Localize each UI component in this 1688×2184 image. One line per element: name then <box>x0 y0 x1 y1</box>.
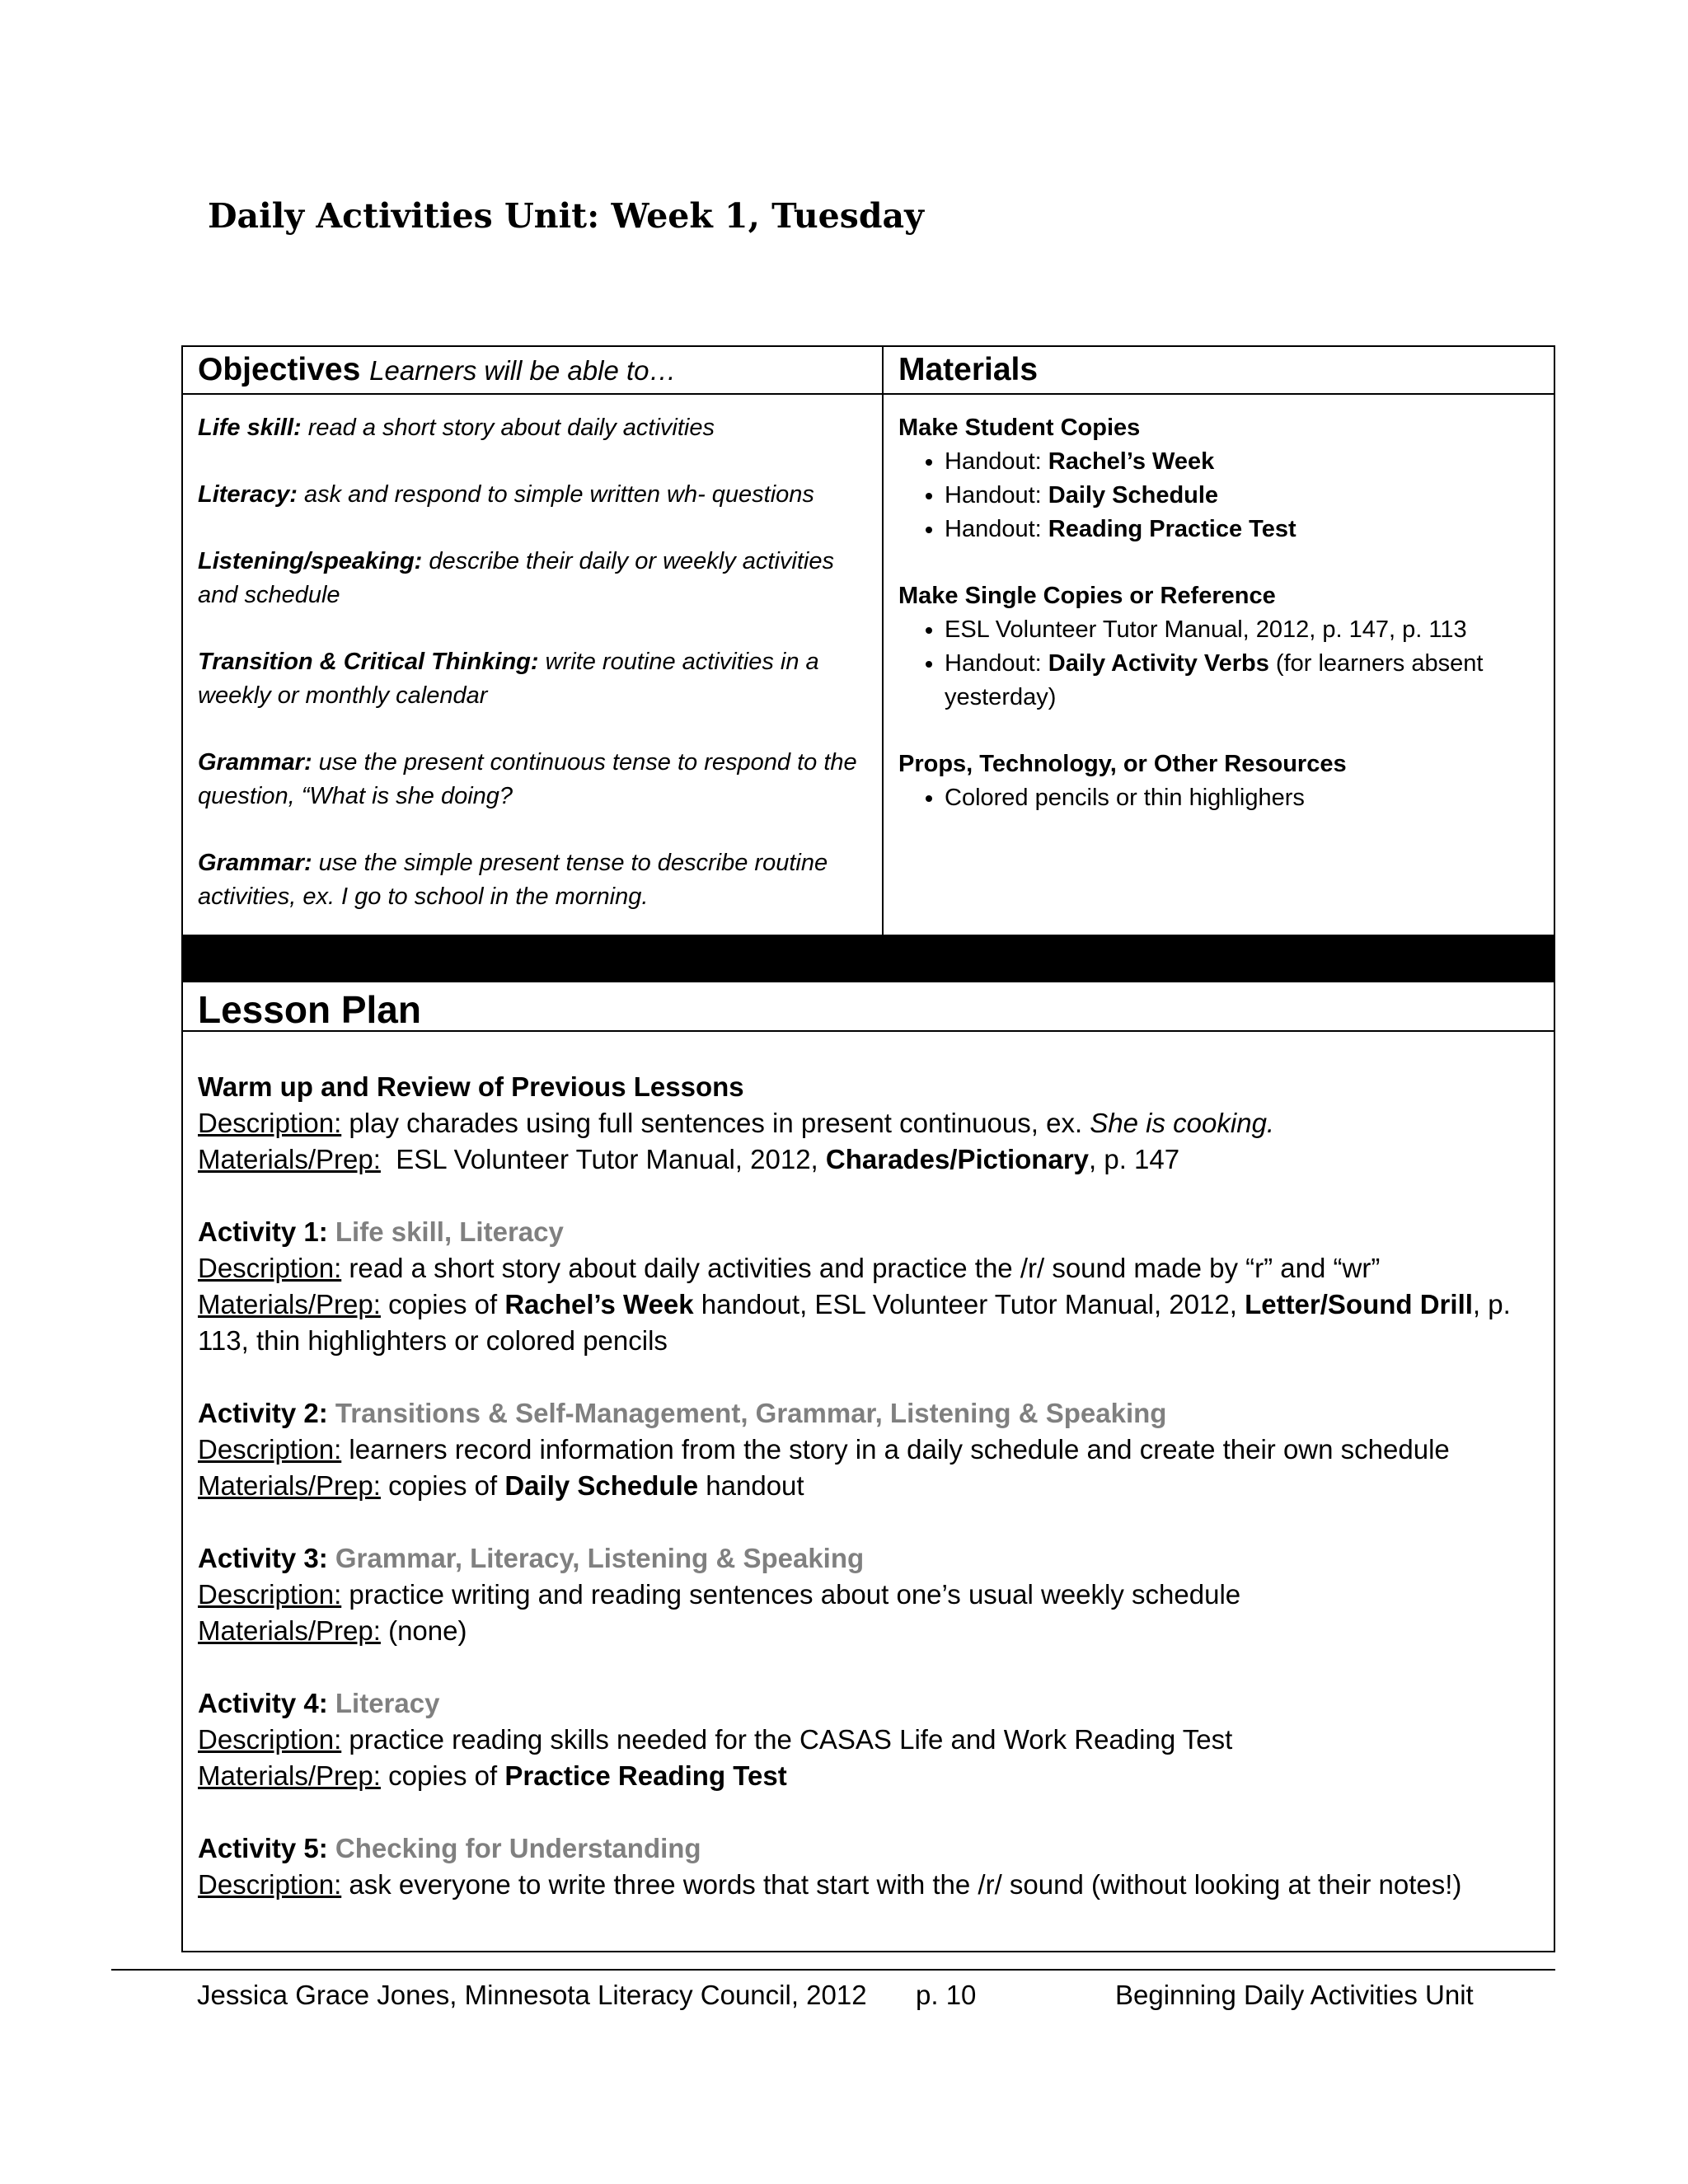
warmup-heading: Warm up and Review of Previous Lessons <box>198 1071 744 1102</box>
objectives-title: Objectives <box>198 352 361 387</box>
list-item: • ESL Volunteer Tutor Manual, 2012, p. 147, p. 113 <box>945 613 1537 647</box>
footer-divider <box>111 1969 1555 1971</box>
materials-header: Materials <box>884 347 1554 395</box>
objective-item: Grammar: use the simple present tense to describe routine activities, ex. I go to school in the morning. <box>198 850 828 910</box>
footer-unit: Beginning Daily Activities Unit <box>1115 1980 1474 2010</box>
objective-item: Literacy: ask and respond to simple written wh- questions <box>198 481 814 508</box>
activity-3-heading: Activity 3: Grammar, Literacy, Listening & Speaking <box>198 1543 865 1573</box>
activity-2-materials: Materials/Prep: copies of Daily Schedule handout <box>198 1470 804 1501</box>
objective-item: Transition & Critical Thinking: write routine activities in a weekly or monthly calendar <box>198 649 819 709</box>
props-heading: Props, Technology, or Other Resources <box>898 751 1347 777</box>
objectives-list <box>183 395 884 935</box>
section-divider <box>183 935 1554 982</box>
activity-1 <box>198 1214 1529 1359</box>
lesson-plan-body <box>183 1032 1554 1939</box>
activity-1-heading: Activity 1: Life skill, Literacy <box>198 1216 564 1247</box>
list-item: • Handout: Daily Activity Verbs (for learners absent yesterday) <box>945 647 1537 715</box>
props-list <box>898 781 1537 815</box>
activity-2 <box>198 1395 1529 1504</box>
activity-3-description: Description: practice writing and reading sentences about one’s usual weekly schedule <box>198 1579 1241 1610</box>
activity-1-materials: Materials/Prep: copies of Rachel’s Week handout, ESL Volunteer Tutor Manual, 2012, Letter/Sound Drill, p. 113, thin highlighters or colored pencils <box>198 1289 1511 1356</box>
objective-item: Grammar: use the present continuous tense to respond to the question, “What is she doing? <box>198 749 857 809</box>
objectives-header <box>183 347 884 395</box>
page-title: Daily Activities Unit: Week 1, Tuesday <box>208 196 924 236</box>
objective-item: Listening/speaking: describe their daily or weekly activities and schedule <box>198 548 834 608</box>
student-copies-heading: Make Student Copies <box>898 415 1141 441</box>
list-item: • Handout: Daily Schedule <box>945 479 1537 513</box>
materials-list <box>884 395 1554 935</box>
activity-5-description: Description: ask everyone to write three words that start with the /r/ sound (without looking at their notes!) <box>198 1869 1462 1900</box>
warmup-section <box>198 1069 1529 1178</box>
activity-3 <box>198 1540 1529 1649</box>
list-item: • Colored pencils or thin highlighers <box>945 781 1537 815</box>
footer-page-number: p. 10 <box>916 1980 977 2010</box>
list-item: • Handout: Rachel’s Week <box>945 445 1537 479</box>
activity-2-heading: Activity 2: Transitions & Self-Management, Grammar, Listening & Speaking <box>198 1398 1167 1428</box>
activity-4-description: Description: practice reading skills needed for the CASAS Life and Work Reading Test <box>198 1724 1233 1755</box>
activity-4-materials: Materials/Prep: copies of Practice Reading Test <box>198 1760 787 1791</box>
single-copies-list <box>898 613 1537 715</box>
activity-4-heading: Activity 4: Literacy <box>198 1688 440 1718</box>
lesson-table <box>181 345 1555 1952</box>
warmup-materials: Materials/Prep: ESL Volunteer Tutor Manual, 2012, Charades/Pictionary, p. 147 <box>198 1144 1180 1174</box>
single-copies-heading: Make Single Copies or Reference <box>898 583 1276 609</box>
objectives-subtitle: Learners will be able to… <box>369 355 677 386</box>
footer-author: Jessica Grace Jones, Minnesota Literacy Council, 2012 <box>197 1980 867 2010</box>
student-copies-list <box>898 445 1537 546</box>
activity-2-description: Description: learners record information from the story in a daily schedule and create their own schedule <box>198 1434 1450 1465</box>
activity-5-heading: Activity 5: Checking for Understanding <box>198 1833 701 1863</box>
list-item: • Handout: Reading Practice Test <box>945 513 1537 546</box>
activity-3-materials: Materials/Prep: (none) <box>198 1615 467 1646</box>
activity-1-description: Description: read a short story about daily activities and practice the /r/ sound made by “r” and “wr” <box>198 1253 1381 1283</box>
warmup-description: Description: play charades using full sentences in present continuous, ex. She is cooking. <box>198 1108 1275 1138</box>
objective-item: Life skill: read a short story about daily activities <box>198 415 715 441</box>
activity-5 <box>198 1830 1529 1903</box>
activity-4 <box>198 1685 1529 1794</box>
lesson-plan-header: Lesson Plan <box>183 982 1554 1032</box>
